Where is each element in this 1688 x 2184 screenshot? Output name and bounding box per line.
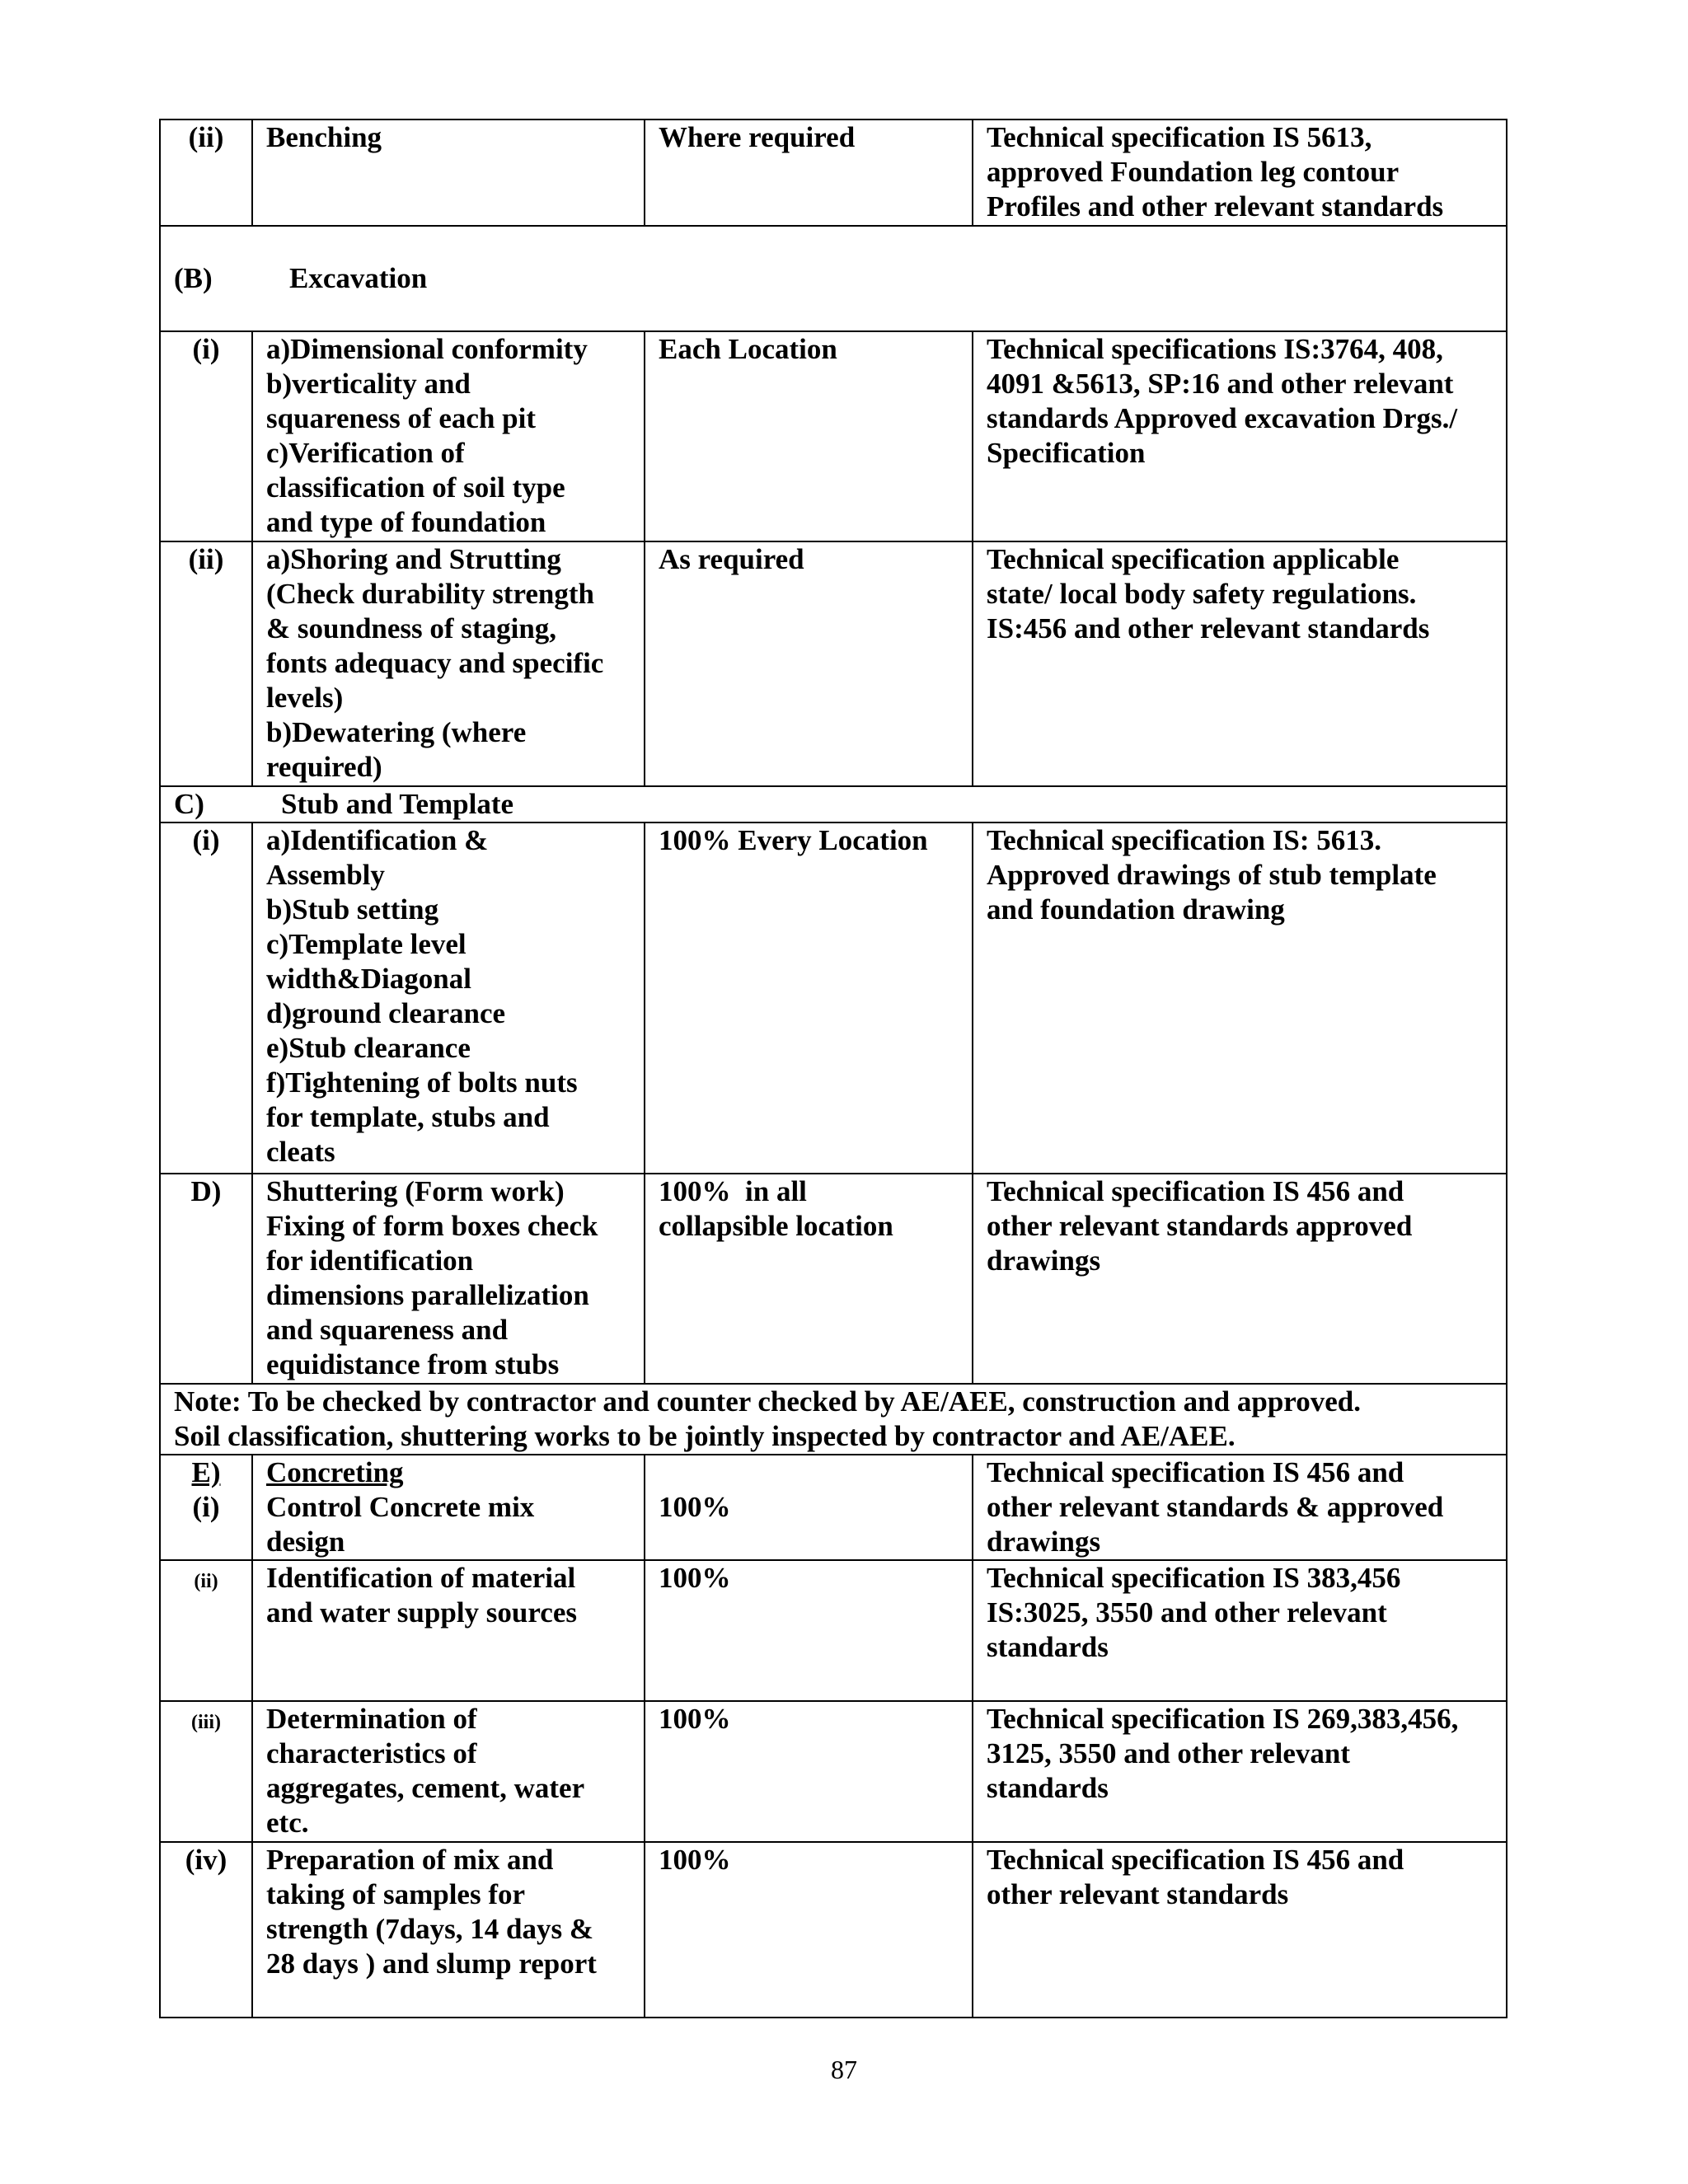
- reference-specification: Technical specification IS 456 and other relevant standards approved drawings: [973, 1174, 1507, 1384]
- row-number: E) (i): [160, 1455, 252, 1560]
- table-row: [160, 1701, 1507, 1842]
- reference-specification: Technical specification IS 269,383,456, 3125, 3550 and other relevant standards: [973, 1701, 1507, 1842]
- table-row: [160, 1174, 1507, 1384]
- item-description: Benching: [252, 120, 645, 226]
- reference-specification: Technical specification IS 5613, approved Foundation leg contour Profiles and other relevant standards: [973, 120, 1507, 226]
- check-frequency: 100%: [645, 1560, 973, 1701]
- row-number: (ii): [160, 541, 252, 786]
- check-frequency: 100%: [645, 1701, 973, 1842]
- section-number: E): [191, 1456, 221, 1488]
- section-heading: [160, 226, 1507, 331]
- section-number: C): [174, 788, 204, 820]
- reference-specification: Technical specifications IS:3764, 408, 4091 &5613, SP:16 and other relevant standards Approved excavation Drgs./ Specification: [973, 331, 1507, 541]
- section-heading: [160, 786, 1507, 823]
- row-number: (ii): [160, 120, 252, 226]
- item-description: a)Identification & Assembly b)Stub setting c)Template level width&Diagonal d)ground clearance e)Stub clearance f)Tightening of bolts nuts for template, stubs and cleats: [252, 823, 645, 1174]
- section-header-row: [160, 786, 1507, 823]
- table-row: [160, 331, 1507, 541]
- reference-specification: Technical specification IS: 5613. Approved drawings of stub template and foundation drawing: [973, 823, 1507, 1174]
- item-description: Shuttering (Form work) Fixing of form boxes check for identification dimensions parallelization and squareness and equidistance from stubs: [252, 1174, 645, 1384]
- reference-specification: Technical specification IS 456 and other relevant standards & approved drawings: [973, 1455, 1507, 1560]
- table-row: [160, 1560, 1507, 1701]
- note-text: Note: To be checked by contractor and counter checked by AE/AEE, construction and approved. Soil classification, shuttering works to be jointly inspected by contractor and AE/AEE.: [160, 1384, 1507, 1455]
- reference-specification: Technical specification applicable state/ local body safety regulations. IS:456 and other relevant standards: [973, 541, 1507, 786]
- item-description: Determination of characteristics of aggregates, cement, water etc.: [252, 1701, 645, 1842]
- reference-specification: Technical specification IS 383,456 IS:3025, 3550 and other relevant standards: [973, 1560, 1507, 1701]
- reference-specification: Technical specification IS 456 and other relevant standards: [973, 1842, 1507, 2018]
- table-row: [160, 823, 1507, 1174]
- row-number: D): [160, 1174, 252, 1384]
- section-title: Stub and Template: [281, 788, 514, 820]
- row-number: (i): [160, 823, 252, 1174]
- section-header-row: [160, 226, 1507, 331]
- check-frequency: 100%: [645, 1455, 973, 1560]
- note-row: [160, 1384, 1507, 1455]
- table-row: [160, 1842, 1507, 2018]
- table-row: [160, 1455, 1507, 1560]
- item-description: Preparation of mix and taking of samples for strength (7days, 14 days & 28 days ) and slump report: [252, 1842, 645, 2018]
- section-number: (B): [174, 262, 213, 294]
- check-frequency: 100%: [645, 1842, 973, 2018]
- section-title: Concreting: [266, 1456, 404, 1488]
- check-frequency: Each Location: [645, 331, 973, 541]
- specification-table: [159, 119, 1507, 2018]
- check-frequency: Where required: [645, 120, 973, 226]
- page-number: 87: [831, 2055, 857, 2084]
- item-description: Identification of material and water supply sources: [252, 1560, 645, 1701]
- check-frequency: As required: [645, 541, 973, 786]
- item-description: a)Dimensional conformity b)verticality and squareness of each pit c)Verification of classification of soil type and type of foundation: [252, 331, 645, 541]
- table-row: [160, 541, 1507, 786]
- section-title: Excavation: [289, 262, 428, 294]
- check-frequency: 100% in all collapsible location: [645, 1174, 973, 1384]
- item-description: a)Shoring and Strutting (Check durability strength & soundness of staging, fonts adequacy and specific levels) b)Dewatering (where required): [252, 541, 645, 786]
- row-number: (i): [160, 331, 252, 541]
- row-number: (iv): [160, 1842, 252, 2018]
- row-number: (ii): [160, 1560, 252, 1701]
- check-frequency: 100% Every Location: [645, 823, 973, 1174]
- table-row: [160, 120, 1507, 226]
- row-number: (iii): [160, 1701, 252, 1842]
- item-description: Concreting Control Concrete mix design: [252, 1455, 645, 1560]
